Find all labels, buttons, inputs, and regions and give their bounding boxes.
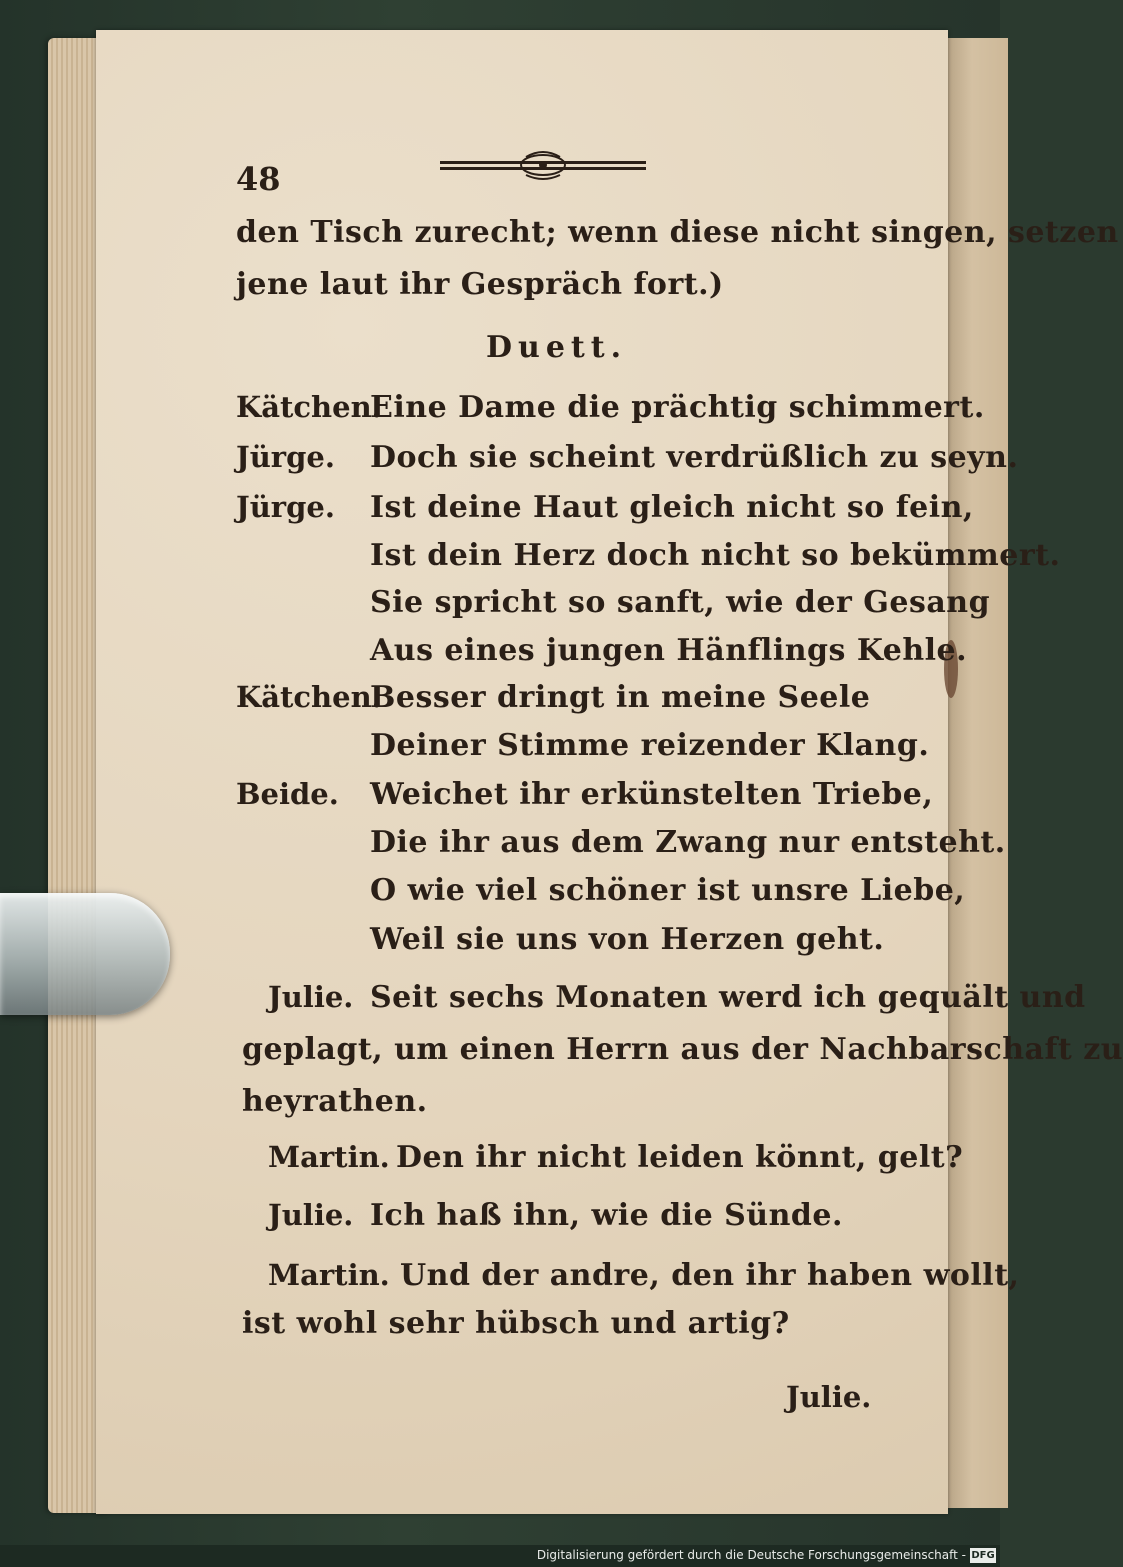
speaker-label: Martin.: [268, 1140, 390, 1174]
speaker-label: Julie.: [268, 1198, 354, 1232]
speaker-label: Kätchen.: [236, 680, 382, 714]
speaker-label: Beide.: [236, 777, 339, 811]
prose-line: Ich haß ihn, wie die Sünde.: [370, 1198, 843, 1233]
section-heading: Duett.: [486, 330, 628, 365]
page-number: 48: [236, 160, 281, 198]
verse-line: Aus eines jungen Hänflings Kehle.: [370, 633, 968, 668]
speaker-label: Jürge.: [236, 490, 335, 524]
speaker-label: Julie.: [268, 980, 354, 1014]
catchword: Julie.: [786, 1380, 872, 1414]
ornament-divider-icon: [440, 151, 646, 181]
speaker-label: Kätchen.: [236, 390, 382, 424]
verse-line: Die ihr aus dem Zwang nur entsteht.: [370, 825, 1006, 860]
speaker-label: Jürge.: [236, 440, 335, 474]
prose-line: ist wohl sehr hübsch und artig?: [242, 1306, 790, 1341]
verse-line: Weichet ihr erkünstelten Triebe,: [370, 777, 934, 812]
text-line: jene laut ihr Gespräch fort.): [236, 267, 724, 302]
verse-line: Ist dein Herz doch nicht so bekümmert.: [370, 538, 1061, 573]
page-clip: [0, 893, 170, 1015]
prose-line: Seit sechs Monaten werd ich gequält und: [370, 980, 1086, 1015]
text-line: den Tisch zurecht; wenn diese nicht singen, setzen: [236, 215, 1119, 250]
verse-line: Sie spricht so sanft, wie der Gesang: [370, 585, 991, 620]
speaker-label: Martin.: [268, 1258, 390, 1292]
verse-line: Weil sie uns von Herzen geht.: [370, 922, 885, 957]
verse-line: O wie viel schöner ist unsre Liebe,: [370, 873, 966, 908]
prose-line: Und der andre, den ihr haben wollt,: [400, 1258, 1020, 1293]
prose-line: heyrathen.: [242, 1084, 428, 1119]
prose-line: geplagt, um einen Herrn aus der Nachbarschaft zu: [242, 1032, 1123, 1067]
verse-line: Besser dringt in meine Seele: [370, 680, 871, 715]
verse-line: Deiner Stimme reizender Klang.: [370, 728, 930, 763]
prose-line: Den ihr nicht leiden könnt, gelt?: [396, 1140, 964, 1175]
footer-credit: Digitalisierung gefördert durch die Deutsche Forschungsgemeinschaft -: [536, 1548, 966, 1562]
verse-line: Eine Dame die prächtig schimmert.: [370, 390, 985, 425]
verse-line: Doch sie scheint verdrüßlich zu seyn.: [370, 440, 1019, 475]
verse-line: Ist deine Haut gleich nicht so fein,: [370, 490, 974, 525]
dfg-logo: DFG: [971, 1550, 995, 1561]
